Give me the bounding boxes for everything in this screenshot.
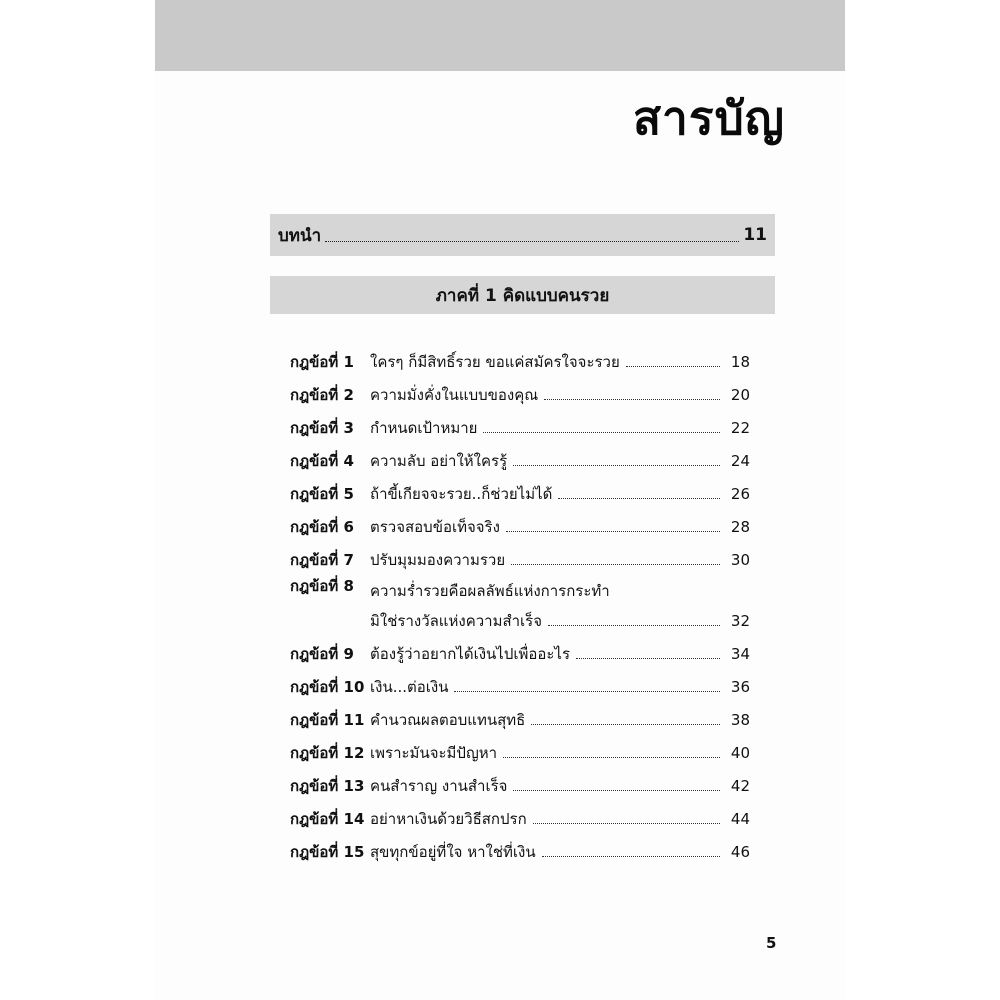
entry-text-wrap [370, 352, 750, 372]
entry-line [370, 581, 750, 601]
entry-line [370, 611, 750, 631]
leader-dots [454, 690, 720, 692]
toc-entry [290, 730, 750, 763]
entry-page: 40 [730, 744, 750, 762]
toc-entry [290, 631, 750, 664]
leader-dots [533, 822, 720, 824]
entry-page: 36 [730, 678, 750, 696]
rule-number: กฎข้อที่ 3 [290, 419, 354, 437]
rule-number: กฎข้อที่ 13 [290, 777, 365, 795]
rule-number: กฎข้อที่ 12 [290, 744, 365, 762]
leader-dots [542, 855, 720, 857]
toc-entry [290, 504, 750, 537]
part-title: ภาคที่ 1 คิดแบบคนรวย [435, 285, 610, 306]
entry-line [370, 743, 750, 763]
rule-number: กฎข้อที่ 7 [290, 551, 354, 569]
toc-entry [290, 570, 750, 631]
entry-page: 18 [730, 353, 750, 371]
entry-page: 26 [730, 485, 750, 503]
rule-number: กฎข้อที่ 11 [290, 711, 365, 729]
rule-number: กฎข้อที่ 10 [290, 678, 365, 696]
entry-text-wrap [370, 550, 750, 570]
entry-title: สุขทุกข์อยู่ที่ใจ หาใช่ที่เงิน [370, 843, 536, 861]
entry-text-wrap [370, 743, 750, 763]
leader-dots [548, 624, 720, 626]
entry-text-wrap [370, 451, 750, 471]
entry-text-wrap [370, 710, 750, 730]
leader-dots [511, 563, 720, 565]
leader-dots [503, 756, 720, 758]
entry-line [370, 418, 750, 438]
entry-line [370, 451, 750, 471]
leader-dots [544, 398, 720, 400]
rule-number: กฎข้อที่ 6 [290, 518, 354, 536]
entry-title: ถ้าขี้เกียจจะรวย..ก็ช่วยไม่ได้ [370, 485, 553, 503]
entry-page: 24 [730, 452, 750, 470]
toc-entry [290, 339, 750, 372]
leader-dots [531, 723, 720, 725]
entry-title: คำนวณผลตอบแทนสุทธิ [370, 711, 526, 729]
toc-entry [290, 471, 750, 504]
rule-number: กฎข้อที่ 14 [290, 810, 365, 828]
entry-line [370, 710, 750, 730]
rule-number: กฎข้อที่ 9 [290, 645, 354, 663]
entry-title: เงิน...ต่อเงิน [370, 678, 449, 696]
entry-line [370, 809, 750, 829]
entry-line [370, 484, 750, 504]
entry-title: อย่าหาเงินด้วยวิธีสกปรก [370, 810, 527, 828]
entry-page: 44 [730, 810, 750, 828]
toc-list [290, 339, 750, 862]
entry-text-wrap [370, 418, 750, 438]
entry-title: ใครๆ ก็มีสิทธิ์รวย ขอแค่สมัครใจจะรวย [370, 353, 620, 371]
rule-number: กฎข้อที่ 1 [290, 353, 354, 371]
entry-page: 20 [730, 386, 750, 404]
entry-title: เพราะมันจะมีปัญหา [370, 744, 498, 762]
leader-dots [513, 464, 720, 466]
entry-title: ความมั่งคั่งในแบบของคุณ [370, 386, 539, 404]
header-band [155, 0, 845, 71]
leader-dots [325, 240, 739, 242]
leader-dots [506, 530, 720, 532]
intro-page: 11 [743, 225, 767, 245]
entry-title: คนสำราญ งานสำเร็จ [370, 777, 508, 795]
entry-line [370, 644, 750, 664]
entry-text-wrap [370, 809, 750, 829]
toc-entry [290, 372, 750, 405]
rule-number: กฎข้อที่ 4 [290, 452, 354, 470]
toc-entry [290, 537, 750, 570]
entry-line [370, 352, 750, 372]
entry-page: 28 [730, 518, 750, 536]
page-number: 5 [766, 934, 777, 952]
intro-entry [270, 214, 775, 256]
entry-title: ต้องรู้ว่าอยากได้เงินไปเพื่ออะไร [370, 645, 571, 663]
entry-title: ตรวจสอบข้อเท็จจริง [370, 518, 500, 536]
leader-dots [558, 497, 720, 499]
entry-line [370, 842, 750, 862]
leader-dots [576, 657, 720, 659]
entry-title-continued: มิใช่รางวัลแห่งความสำเร็จ [370, 612, 543, 630]
entry-line [370, 517, 750, 537]
part-heading [270, 276, 775, 314]
entry-title: ปรับมุมมองความรวย [370, 551, 506, 569]
entry-page: 22 [730, 419, 750, 437]
entry-page: 32 [730, 612, 750, 630]
rule-number: กฎข้อที่ 8 [290, 577, 354, 595]
entry-line [370, 677, 750, 697]
entry-title: กำหนดเป้าหมาย [370, 419, 478, 437]
toc-entry [290, 829, 750, 862]
entry-title: ความลับ อย่าให้ใครรู้ [370, 452, 508, 470]
rule-number: กฎข้อที่ 5 [290, 485, 354, 503]
entry-text-wrap [370, 581, 750, 631]
entry-text-wrap [370, 842, 750, 862]
entry-text-wrap [370, 644, 750, 664]
leader-dots [483, 431, 720, 433]
entry-text-wrap [370, 677, 750, 697]
entry-text-wrap [370, 484, 750, 504]
rule-number: กฎข้อที่ 2 [290, 386, 354, 404]
intro-label: บทนำ [278, 225, 322, 246]
entry-page: 30 [730, 551, 750, 569]
toc-entry [290, 697, 750, 730]
entry-page: 42 [730, 777, 750, 795]
entry-text-wrap [370, 517, 750, 537]
entry-line [370, 776, 750, 796]
toc-entry [290, 763, 750, 796]
entry-page: 38 [730, 711, 750, 729]
toc-entry [290, 796, 750, 829]
page-title: สารบัญ [632, 91, 785, 145]
entry-text-wrap [370, 776, 750, 796]
leader-dots [626, 365, 720, 367]
toc-entry [290, 438, 750, 471]
entry-line [370, 550, 750, 570]
leader-dots [513, 789, 720, 791]
entry-line [370, 385, 750, 405]
toc-entry [290, 405, 750, 438]
entry-page: 34 [730, 645, 750, 663]
entry-title: ความร่ำรวยคือผลลัพธ์แห่งการกระทำ [370, 582, 610, 600]
entry-text-wrap [370, 385, 750, 405]
toc-page [155, 0, 845, 1000]
entry-page: 46 [730, 843, 750, 861]
rule-number: กฎข้อที่ 15 [290, 843, 365, 861]
toc-entry [290, 664, 750, 697]
